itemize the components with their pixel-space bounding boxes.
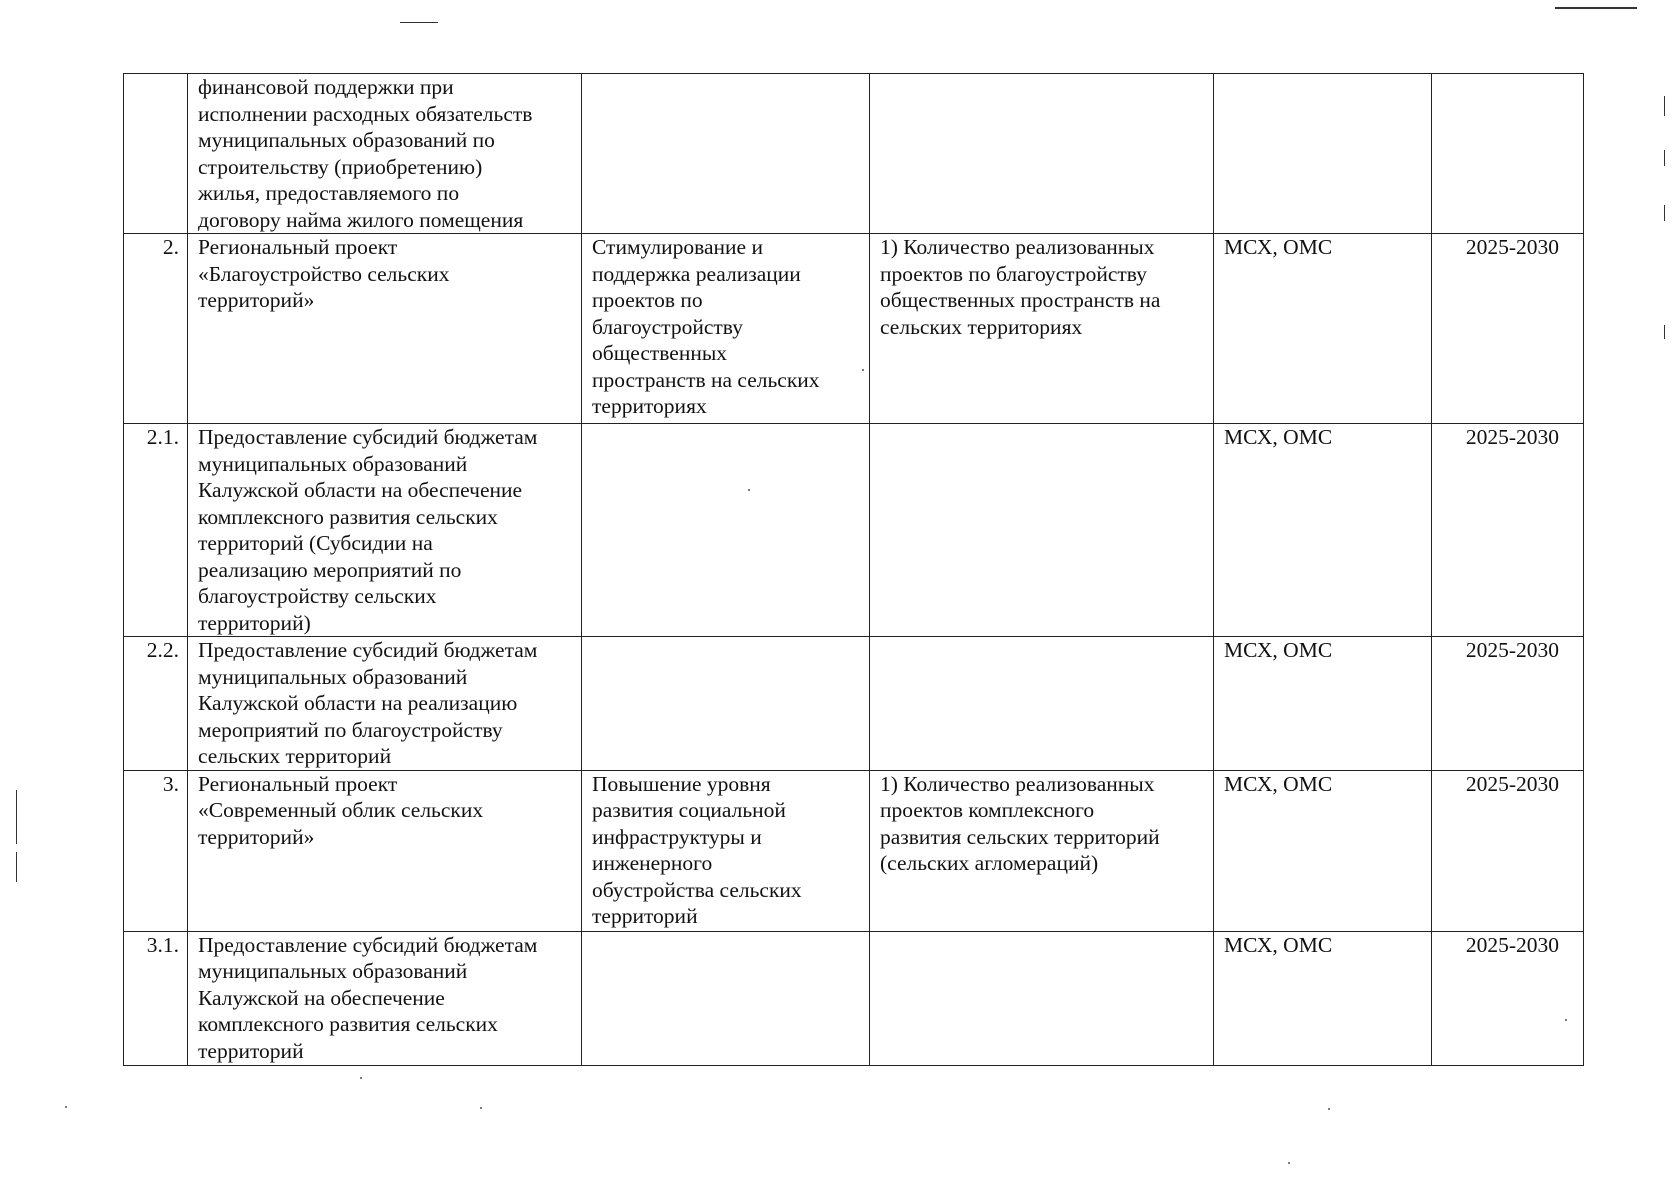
goal-cell (582, 637, 870, 771)
measure-name: Предоставление субсидий бюджетам муниципальных образований Калужской области на реализацию мероприятий по благоустройству сельских территорий (198, 638, 538, 768)
goal-cell (582, 770, 870, 931)
scan-speck (1328, 1108, 1330, 1110)
measure-name: Региональный проект «Благоустройство сельских территорий» (198, 235, 450, 312)
scan-speck (480, 1107, 482, 1109)
scan-artifact-right-edge (1664, 205, 1665, 221)
scan-speck (360, 1077, 362, 1079)
row-number: 3.1. (146, 932, 179, 957)
table-row (124, 931, 1584, 1065)
scan-artifact-top-left (400, 22, 438, 23)
period-text: 2025-2030 (1465, 771, 1559, 796)
row-number-cell (124, 234, 188, 424)
measure-name-cell (188, 770, 582, 931)
table-row (124, 637, 1584, 771)
period-cell (1432, 424, 1584, 637)
responsible-cell (1214, 74, 1432, 234)
program-measures-table (123, 73, 1584, 1066)
period-text: 2025-2030 (1465, 425, 1559, 449)
responsible-text: МСХ, ОМС (1224, 932, 1333, 957)
goal-cell (582, 424, 870, 637)
period-cell (1432, 74, 1584, 234)
scan-artifact-left-edge (16, 790, 17, 844)
goal-text: Повышение уровня развития социальной инфраструктуры и инженерного обустройства сельских территорий (592, 771, 802, 928)
goal-text: Стимулирование и поддержка реализации проектов по благоустройству общественных пространств на сельских территориях (592, 235, 820, 418)
responsible-cell (1214, 637, 1432, 771)
row-number: 2.2. (146, 638, 179, 662)
responsible-text: МСХ, ОМС (1224, 771, 1333, 796)
measure-name-cell (188, 234, 582, 424)
scan-artifact-right-edge (1664, 150, 1665, 166)
responsible-cell (1214, 234, 1432, 424)
responsible-cell (1214, 424, 1432, 637)
table-row (124, 424, 1584, 637)
row-number: 2.1. (146, 425, 179, 449)
goal-cell (582, 234, 870, 424)
responsible-text: МСХ, ОМС (1224, 638, 1333, 662)
indicator-cell (870, 637, 1214, 771)
measure-name: финансовой поддержки при исполнении расходных обязательств муниципальных образований по строительству (приобретению) жилья, предоставляемого по договору найма жилого помещения (198, 75, 533, 232)
row-number-cell (124, 637, 188, 771)
goal-cell (582, 74, 870, 234)
measure-name: Предоставление субсидий бюджетам муниципальных образований Калужской области на обеспечение комплексного развития сельских территорий (Субсидии на реализацию мероприятий по благоустройству сельских территорий) (198, 425, 538, 635)
row-number: 2. (162, 235, 179, 259)
table-row (124, 74, 1584, 234)
row-number: 3. (162, 771, 179, 796)
scan-artifact-right-edge (1664, 325, 1665, 339)
indicator-cell (870, 770, 1214, 931)
measure-name: Региональный проект «Современный облик сельских территорий» (198, 771, 484, 849)
indicator-text: 1) Количество реализованных проектов комплексного развития сельских территорий (сельских агломераций) (880, 771, 1160, 875)
period-cell (1432, 637, 1584, 771)
responsible-cell (1214, 931, 1432, 1065)
responsible-text: МСХ, ОМС (1224, 425, 1333, 449)
scan-speck (65, 1106, 67, 1108)
period-text: 2025-2030 (1465, 638, 1559, 662)
indicator-cell (870, 424, 1214, 637)
scan-artifact-left-edge (16, 852, 17, 882)
indicator-cell (870, 74, 1214, 234)
goal-cell (582, 931, 870, 1065)
indicator-cell (870, 234, 1214, 424)
scan-artifact-right-edge (1664, 96, 1665, 116)
row-number-cell (124, 424, 188, 637)
row-number-cell (124, 770, 188, 931)
measure-name-cell (188, 637, 582, 771)
measure-name-cell (188, 74, 582, 234)
row-number-cell (124, 931, 188, 1065)
row-number-cell (124, 74, 188, 234)
indicator-text: 1) Количество реализованных проектов по благоустройству общественных пространств на сельских территориях (880, 235, 1161, 339)
period-text: 2025-2030 (1465, 235, 1559, 259)
measure-name: Предоставление субсидий бюджетам муниципальных образований Калужской на обеспечение комплексного развития сельских территорий (198, 932, 538, 1063)
period-text: 2025-2030 (1465, 932, 1559, 957)
measure-name-cell (188, 931, 582, 1065)
period-cell (1432, 234, 1584, 424)
indicator-cell (870, 931, 1214, 1065)
table-row (124, 234, 1584, 424)
period-cell (1432, 770, 1584, 931)
responsible-cell (1214, 770, 1432, 931)
responsible-text: МСХ, ОМС (1224, 235, 1333, 259)
scan-artifact-top-right (1555, 7, 1637, 9)
measure-name-cell (188, 424, 582, 637)
table-row (124, 770, 1584, 931)
scan-speck (1288, 1162, 1290, 1164)
period-cell (1432, 931, 1584, 1065)
